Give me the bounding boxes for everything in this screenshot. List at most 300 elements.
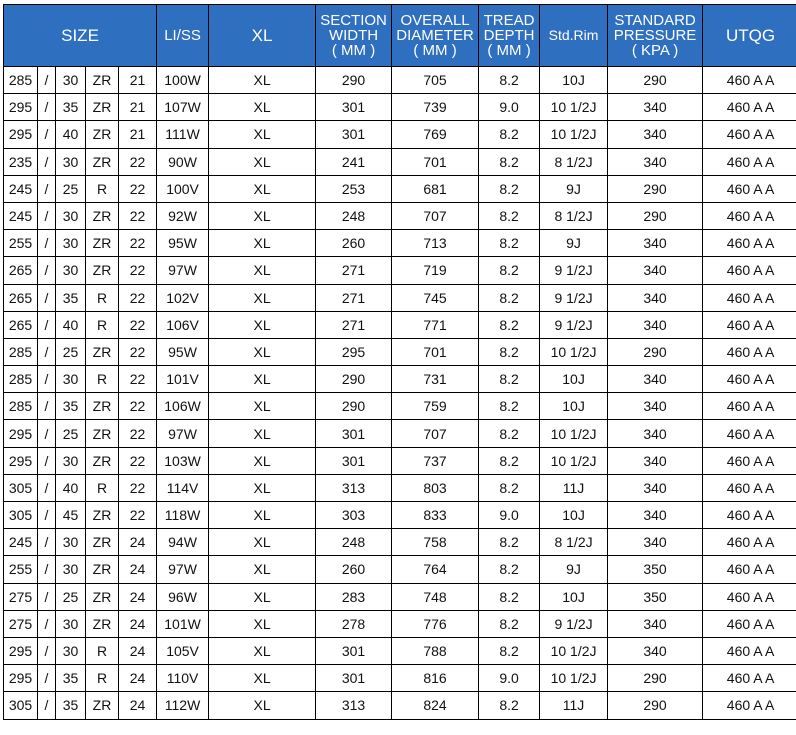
cell-overall-diameter: 713 — [392, 230, 479, 257]
cell-size-construction: ZR — [86, 583, 119, 610]
cell-overall-diameter: 707 — [392, 202, 479, 229]
cell-size-separator: / — [38, 447, 56, 474]
cell-size-width: 285 — [4, 338, 38, 365]
cell-size-construction: ZR — [86, 202, 119, 229]
table-row — [4, 284, 796, 311]
cell-size-aspect: 25 — [56, 338, 86, 365]
cell-size-separator: / — [38, 338, 56, 365]
cell-size-rim: 22 — [119, 202, 157, 229]
cell-section-width: 271 — [316, 257, 392, 284]
cell-tread-depth: 8.2 — [479, 257, 540, 284]
cell-standard-pressure: 340 — [608, 284, 703, 311]
cell-tread-depth: 9.0 — [479, 94, 540, 121]
cell-size-construction: ZR — [86, 447, 119, 474]
header-overall-diameter: OVERALL DIAMETER ( MM ) — [392, 5, 479, 67]
cell-size-rim: 24 — [119, 556, 157, 583]
cell-tread-depth: 8.2 — [479, 447, 540, 474]
cell-std-rim: 10J — [540, 393, 608, 420]
cell-std-rim: 10 1/2J — [540, 637, 608, 664]
cell-utqg: 460 A A — [703, 529, 796, 556]
table-row — [4, 420, 796, 447]
cell-std-rim: 8 1/2J — [540, 202, 608, 229]
header-size: SIZE — [4, 5, 157, 67]
cell-overall-diameter: 701 — [392, 338, 479, 365]
cell-size-construction: ZR — [86, 393, 119, 420]
cell-size-construction: ZR — [86, 230, 119, 257]
table-row — [4, 94, 796, 121]
cell-standard-pressure: 290 — [608, 175, 703, 202]
cell-size-construction: R — [86, 311, 119, 338]
cell-xl-flag: XL — [209, 610, 316, 637]
cell-xl-flag: XL — [209, 366, 316, 393]
cell-standard-pressure: 340 — [608, 257, 703, 284]
cell-size-aspect: 35 — [56, 393, 86, 420]
cell-size-rim: 22 — [119, 447, 157, 474]
cell-overall-diameter: 701 — [392, 148, 479, 175]
cell-load-speed-index: 97W — [157, 420, 209, 447]
table-row — [4, 692, 796, 719]
cell-load-speed-index: 92W — [157, 202, 209, 229]
cell-standard-pressure: 340 — [608, 420, 703, 447]
table-row — [4, 175, 796, 202]
cell-size-separator: / — [38, 393, 56, 420]
cell-section-width: 283 — [316, 583, 392, 610]
cell-size-aspect: 35 — [56, 665, 86, 692]
cell-size-aspect: 35 — [56, 94, 86, 121]
cell-std-rim: 10J — [540, 583, 608, 610]
cell-std-rim: 9J — [540, 175, 608, 202]
cell-std-rim: 9 1/2J — [540, 610, 608, 637]
cell-utqg: 460 A A — [703, 420, 796, 447]
cell-tread-depth: 8.2 — [479, 420, 540, 447]
cell-xl-flag: XL — [209, 393, 316, 420]
cell-utqg: 460 A A — [703, 366, 796, 393]
cell-load-speed-index: 90W — [157, 148, 209, 175]
cell-size-aspect: 30 — [56, 610, 86, 637]
cell-overall-diameter: 816 — [392, 665, 479, 692]
cell-utqg: 460 A A — [703, 556, 796, 583]
cell-size-construction: ZR — [86, 692, 119, 719]
cell-utqg: 460 A A — [703, 284, 796, 311]
cell-tread-depth: 9.0 — [479, 665, 540, 692]
header-tread-depth: TREAD DEPTH ( MM ) — [479, 5, 540, 67]
table-row — [4, 474, 796, 501]
cell-section-width: 290 — [316, 366, 392, 393]
cell-standard-pressure: 340 — [608, 393, 703, 420]
cell-size-rim: 22 — [119, 420, 157, 447]
table-row — [4, 393, 796, 420]
cell-size-rim: 22 — [119, 366, 157, 393]
cell-xl-flag: XL — [209, 175, 316, 202]
cell-size-aspect: 25 — [56, 175, 86, 202]
cell-overall-diameter: 771 — [392, 311, 479, 338]
cell-tread-depth: 8.2 — [479, 121, 540, 148]
cell-overall-diameter: 681 — [392, 175, 479, 202]
cell-std-rim: 10 1/2J — [540, 94, 608, 121]
cell-load-speed-index: 97W — [157, 556, 209, 583]
cell-utqg: 460 A A — [703, 311, 796, 338]
cell-standard-pressure: 290 — [608, 338, 703, 365]
header-std-rim: Std.Rim — [540, 5, 608, 67]
cell-section-width: 278 — [316, 610, 392, 637]
cell-overall-diameter: 719 — [392, 257, 479, 284]
cell-size-rim: 21 — [119, 94, 157, 121]
cell-size-aspect: 25 — [56, 583, 86, 610]
cell-overall-diameter: 769 — [392, 121, 479, 148]
cell-tread-depth: 8.2 — [479, 393, 540, 420]
cell-std-rim: 11J — [540, 692, 608, 719]
cell-size-rim: 22 — [119, 338, 157, 365]
cell-size-construction: R — [86, 637, 119, 664]
cell-size-aspect: 30 — [56, 257, 86, 284]
cell-size-separator: / — [38, 583, 56, 610]
cell-size-construction: R — [86, 665, 119, 692]
cell-std-rim: 10J — [540, 67, 608, 94]
cell-size-separator: / — [38, 420, 56, 447]
cell-size-width: 265 — [4, 257, 38, 284]
cell-std-rim: 9 1/2J — [540, 311, 608, 338]
cell-load-speed-index: 101W — [157, 610, 209, 637]
cell-size-rim: 24 — [119, 665, 157, 692]
cell-size-construction: ZR — [86, 610, 119, 637]
cell-size-separator: / — [38, 474, 56, 501]
cell-load-speed-index: 96W — [157, 583, 209, 610]
cell-overall-diameter: 739 — [392, 94, 479, 121]
cell-size-aspect: 30 — [56, 637, 86, 664]
cell-std-rim: 11J — [540, 474, 608, 501]
cell-standard-pressure: 340 — [608, 474, 703, 501]
cell-size-aspect: 40 — [56, 474, 86, 501]
cell-size-width: 265 — [4, 311, 38, 338]
cell-size-width: 305 — [4, 692, 38, 719]
cell-size-width: 255 — [4, 230, 38, 257]
cell-size-separator: / — [38, 284, 56, 311]
cell-std-rim: 10 1/2J — [540, 420, 608, 447]
cell-section-width: 301 — [316, 665, 392, 692]
cell-size-width: 245 — [4, 175, 38, 202]
cell-standard-pressure: 350 — [608, 556, 703, 583]
cell-standard-pressure: 340 — [608, 610, 703, 637]
cell-section-width: 301 — [316, 637, 392, 664]
cell-size-separator: / — [38, 529, 56, 556]
cell-size-construction: ZR — [86, 338, 119, 365]
cell-overall-diameter: 707 — [392, 420, 479, 447]
cell-size-aspect: 35 — [56, 284, 86, 311]
cell-size-width: 285 — [4, 393, 38, 420]
cell-size-width: 255 — [4, 556, 38, 583]
cell-size-rim: 22 — [119, 175, 157, 202]
cell-xl-flag: XL — [209, 230, 316, 257]
cell-overall-diameter: 759 — [392, 393, 479, 420]
cell-utqg: 460 A A — [703, 665, 796, 692]
cell-size-rim: 22 — [119, 230, 157, 257]
header-section-width: SECTION WIDTH ( MM ) — [316, 5, 392, 67]
cell-size-construction: ZR — [86, 121, 119, 148]
cell-size-width: 295 — [4, 94, 38, 121]
cell-xl-flag: XL — [209, 502, 316, 529]
cell-size-width: 245 — [4, 202, 38, 229]
cell-size-width: 235 — [4, 148, 38, 175]
cell-size-rim: 22 — [119, 311, 157, 338]
cell-std-rim: 8 1/2J — [540, 148, 608, 175]
cell-standard-pressure: 340 — [608, 230, 703, 257]
cell-section-width: 313 — [316, 474, 392, 501]
cell-size-separator: / — [38, 148, 56, 175]
cell-section-width: 290 — [316, 393, 392, 420]
cell-size-rim: 24 — [119, 583, 157, 610]
cell-size-construction: R — [86, 366, 119, 393]
cell-section-width: 241 — [316, 148, 392, 175]
cell-load-speed-index: 95W — [157, 230, 209, 257]
cell-load-speed-index: 94W — [157, 529, 209, 556]
cell-size-separator: / — [38, 692, 56, 719]
table-row — [4, 665, 796, 692]
header-xl: XL — [209, 5, 316, 67]
cell-std-rim: 9 1/2J — [540, 257, 608, 284]
cell-load-speed-index: 103W — [157, 447, 209, 474]
tire-spec-table — [3, 4, 796, 720]
cell-load-speed-index: 105V — [157, 637, 209, 664]
cell-standard-pressure: 340 — [608, 121, 703, 148]
cell-size-aspect: 25 — [56, 420, 86, 447]
cell-load-speed-index: 107W — [157, 94, 209, 121]
cell-size-construction: ZR — [86, 257, 119, 284]
cell-section-width: 260 — [316, 556, 392, 583]
cell-utqg: 460 A A — [703, 502, 796, 529]
cell-utqg: 460 A A — [703, 148, 796, 175]
cell-size-construction: ZR — [86, 502, 119, 529]
cell-size-width: 295 — [4, 121, 38, 148]
cell-xl-flag: XL — [209, 284, 316, 311]
cell-tread-depth: 8.2 — [479, 230, 540, 257]
cell-std-rim: 9J — [540, 556, 608, 583]
cell-standard-pressure: 290 — [608, 67, 703, 94]
table-row — [4, 148, 796, 175]
cell-xl-flag: XL — [209, 121, 316, 148]
cell-size-width: 245 — [4, 529, 38, 556]
cell-section-width: 253 — [316, 175, 392, 202]
cell-size-rim: 22 — [119, 148, 157, 175]
cell-xl-flag: XL — [209, 338, 316, 365]
cell-std-rim: 10J — [540, 502, 608, 529]
cell-tread-depth: 8.2 — [479, 474, 540, 501]
cell-section-width: 313 — [316, 692, 392, 719]
cell-size-rim: 24 — [119, 692, 157, 719]
cell-overall-diameter: 776 — [392, 610, 479, 637]
cell-tread-depth: 9.0 — [479, 502, 540, 529]
cell-utqg: 460 A A — [703, 393, 796, 420]
cell-size-separator: / — [38, 610, 56, 637]
cell-standard-pressure: 340 — [608, 637, 703, 664]
table-row — [4, 556, 796, 583]
cell-load-speed-index: 100V — [157, 175, 209, 202]
cell-tread-depth: 8.2 — [479, 583, 540, 610]
cell-size-rim: 24 — [119, 637, 157, 664]
cell-xl-flag: XL — [209, 67, 316, 94]
cell-overall-diameter: 731 — [392, 366, 479, 393]
cell-utqg: 460 A A — [703, 447, 796, 474]
cell-tread-depth: 8.2 — [479, 148, 540, 175]
cell-overall-diameter: 705 — [392, 67, 479, 94]
cell-std-rim: 8 1/2J — [540, 529, 608, 556]
cell-load-speed-index: 97W — [157, 257, 209, 284]
cell-size-width: 305 — [4, 502, 38, 529]
cell-load-speed-index: 100W — [157, 67, 209, 94]
cell-tread-depth: 8.2 — [479, 366, 540, 393]
cell-utqg: 460 A A — [703, 257, 796, 284]
cell-section-width: 301 — [316, 121, 392, 148]
cell-xl-flag: XL — [209, 556, 316, 583]
cell-size-aspect: 30 — [56, 556, 86, 583]
cell-load-speed-index: 106W — [157, 393, 209, 420]
cell-size-separator: / — [38, 556, 56, 583]
cell-load-speed-index: 111W — [157, 121, 209, 148]
cell-size-width: 305 — [4, 474, 38, 501]
cell-xl-flag: XL — [209, 447, 316, 474]
cell-size-separator: / — [38, 366, 56, 393]
cell-utqg: 460 A A — [703, 338, 796, 365]
header-li-ss: LI/SS — [157, 5, 209, 67]
cell-standard-pressure: 290 — [608, 202, 703, 229]
cell-tread-depth: 8.2 — [479, 338, 540, 365]
cell-tread-depth: 8.2 — [479, 311, 540, 338]
cell-tread-depth: 8.2 — [479, 175, 540, 202]
cell-overall-diameter: 737 — [392, 447, 479, 474]
cell-size-construction: R — [86, 175, 119, 202]
cell-utqg: 460 A A — [703, 121, 796, 148]
cell-tread-depth: 8.2 — [479, 284, 540, 311]
cell-size-aspect: 30 — [56, 447, 86, 474]
cell-load-speed-index: 110V — [157, 665, 209, 692]
table-row — [4, 366, 796, 393]
cell-size-separator: / — [38, 502, 56, 529]
cell-section-width: 260 — [316, 230, 392, 257]
cell-section-width: 290 — [316, 67, 392, 94]
cell-std-rim: 10 1/2J — [540, 447, 608, 474]
cell-tread-depth: 8.2 — [479, 692, 540, 719]
cell-section-width: 303 — [316, 502, 392, 529]
cell-utqg: 460 A A — [703, 692, 796, 719]
cell-tread-depth: 8.2 — [479, 637, 540, 664]
cell-size-width: 285 — [4, 366, 38, 393]
cell-utqg: 460 A A — [703, 67, 796, 94]
table-row — [4, 610, 796, 637]
cell-utqg: 460 A A — [703, 610, 796, 637]
cell-size-rim: 21 — [119, 67, 157, 94]
cell-size-width: 275 — [4, 583, 38, 610]
cell-standard-pressure: 340 — [608, 94, 703, 121]
cell-standard-pressure: 340 — [608, 366, 703, 393]
cell-size-rim: 21 — [119, 121, 157, 148]
cell-utqg: 460 A A — [703, 230, 796, 257]
cell-xl-flag: XL — [209, 420, 316, 447]
cell-size-aspect: 35 — [56, 692, 86, 719]
header-utqg: UTQG — [703, 5, 796, 67]
cell-load-speed-index: 95W — [157, 338, 209, 365]
cell-xl-flag: XL — [209, 202, 316, 229]
cell-size-aspect: 45 — [56, 502, 86, 529]
cell-size-separator: / — [38, 311, 56, 338]
table-row — [4, 257, 796, 284]
cell-standard-pressure: 290 — [608, 665, 703, 692]
cell-size-rim: 24 — [119, 610, 157, 637]
cell-size-width: 295 — [4, 447, 38, 474]
cell-section-width: 301 — [316, 447, 392, 474]
cell-overall-diameter: 788 — [392, 637, 479, 664]
cell-utqg: 460 A A — [703, 583, 796, 610]
cell-size-separator: / — [38, 665, 56, 692]
cell-overall-diameter: 824 — [392, 692, 479, 719]
cell-load-speed-index: 106V — [157, 311, 209, 338]
cell-xl-flag: XL — [209, 665, 316, 692]
cell-xl-flag: XL — [209, 474, 316, 501]
cell-size-separator: / — [38, 175, 56, 202]
table-row — [4, 202, 796, 229]
cell-size-width: 285 — [4, 67, 38, 94]
cell-tread-depth: 8.2 — [479, 67, 540, 94]
cell-size-width: 265 — [4, 284, 38, 311]
cell-utqg: 460 A A — [703, 202, 796, 229]
cell-size-aspect: 30 — [56, 529, 86, 556]
cell-size-separator: / — [38, 121, 56, 148]
cell-standard-pressure: 340 — [608, 311, 703, 338]
cell-size-aspect: 30 — [56, 202, 86, 229]
cell-size-width: 295 — [4, 637, 38, 664]
cell-utqg: 460 A A — [703, 474, 796, 501]
cell-load-speed-index: 118W — [157, 502, 209, 529]
cell-xl-flag: XL — [209, 637, 316, 664]
table-row — [4, 338, 796, 365]
cell-std-rim: 9J — [540, 230, 608, 257]
cell-utqg: 460 A A — [703, 175, 796, 202]
cell-size-width: 295 — [4, 420, 38, 447]
cell-size-aspect: 40 — [56, 121, 86, 148]
cell-utqg: 460 A A — [703, 94, 796, 121]
table-body — [4, 67, 796, 720]
table-row — [4, 583, 796, 610]
cell-section-width: 248 — [316, 202, 392, 229]
cell-overall-diameter: 758 — [392, 529, 479, 556]
cell-size-separator: / — [38, 67, 56, 94]
cell-tread-depth: 8.2 — [479, 202, 540, 229]
cell-standard-pressure: 340 — [608, 502, 703, 529]
cell-xl-flag: XL — [209, 257, 316, 284]
cell-size-separator: / — [38, 202, 56, 229]
table-row — [4, 67, 796, 94]
cell-size-width: 275 — [4, 610, 38, 637]
table-row — [4, 121, 796, 148]
cell-tread-depth: 8.2 — [479, 529, 540, 556]
cell-size-construction: ZR — [86, 420, 119, 447]
cell-standard-pressure: 340 — [608, 447, 703, 474]
table-row — [4, 502, 796, 529]
cell-size-construction: ZR — [86, 67, 119, 94]
cell-std-rim: 10 1/2J — [540, 665, 608, 692]
cell-section-width: 301 — [316, 94, 392, 121]
cell-size-separator: / — [38, 230, 56, 257]
cell-xl-flag: XL — [209, 692, 316, 719]
cell-size-separator: / — [38, 257, 56, 284]
cell-standard-pressure: 340 — [608, 529, 703, 556]
cell-tread-depth: 8.2 — [479, 556, 540, 583]
cell-std-rim: 10 1/2J — [540, 338, 608, 365]
header-standard-pressure: STANDARD PRESSURE ( KPA ) — [608, 5, 703, 67]
cell-size-aspect: 30 — [56, 366, 86, 393]
cell-standard-pressure: 340 — [608, 148, 703, 175]
cell-size-aspect: 30 — [56, 67, 86, 94]
table-row — [4, 529, 796, 556]
cell-std-rim: 10 1/2J — [540, 121, 608, 148]
